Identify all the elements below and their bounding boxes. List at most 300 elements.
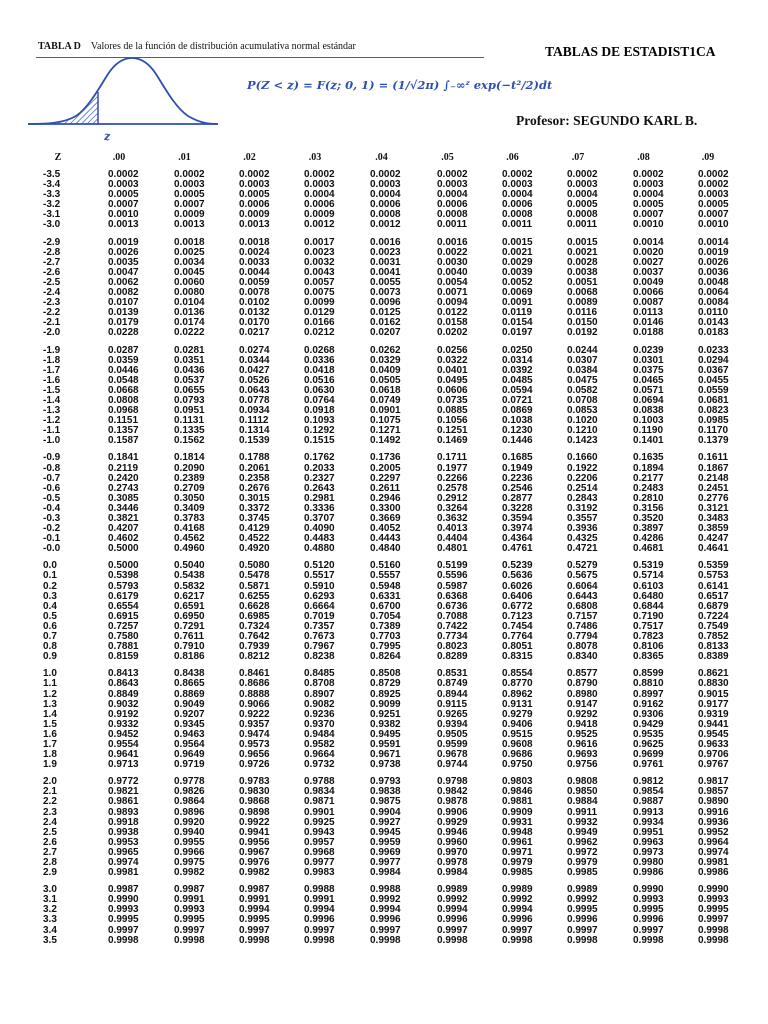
probability-cell: 0.2061 — [239, 462, 270, 474]
probability-cell: 0.9345 — [174, 718, 205, 730]
probability-cell: 0.9750 — [502, 759, 533, 771]
probability-cell: 0.5596 — [437, 570, 468, 582]
probability-cell: 0.0062 — [108, 276, 139, 288]
probability-cell: 0.5199 — [437, 560, 468, 572]
probability-cell: 0.9953 — [108, 836, 139, 848]
probability-cell: 0.9995 — [108, 914, 139, 926]
probability-cell: 0.9857 — [698, 786, 729, 798]
column-header: .00 — [112, 152, 126, 163]
probability-cell: 0.9929 — [437, 816, 468, 828]
probability-cell: 0.9066 — [239, 698, 270, 710]
probability-cell: 0.0008 — [370, 209, 401, 221]
probability-cell: 0.0344 — [239, 354, 270, 366]
header-row — [30, 151, 740, 170]
probability-cell: 0.1814 — [174, 452, 205, 464]
probability-cell: 0.9980 — [633, 857, 664, 868]
probability-cell: 0.9969 — [370, 846, 401, 858]
probability-cell: 0.9505 — [437, 728, 468, 740]
probability-cell: 0.2358 — [239, 472, 270, 484]
probability-cell: 0.7517 — [633, 620, 664, 632]
probability-cell: 0.0307 — [567, 354, 598, 366]
probability-cell: 0.8643 — [108, 678, 139, 690]
probability-cell: 0.0002 — [633, 169, 664, 180]
probability-cell: 0.0031 — [370, 256, 401, 268]
probability-cell: 0.0838 — [633, 405, 664, 417]
z-value-cell: 1.9 — [43, 759, 57, 771]
probability-cell: 0.9994 — [502, 904, 533, 916]
z-value-cell: 2.5 — [43, 826, 57, 838]
z-value-cell: -0.1 — [43, 533, 61, 545]
probability-cell: 0.9931 — [502, 816, 533, 828]
probability-cell: 0.9798 — [437, 776, 468, 788]
probability-cell: 0.7703 — [370, 631, 401, 643]
probability-cell: 0.0049 — [633, 276, 664, 288]
probability-cell: 0.0052 — [502, 276, 533, 288]
probability-cell: 0.3121 — [698, 502, 729, 514]
probability-cell: 0.9920 — [174, 816, 205, 828]
probability-cell: 0.0007 — [633, 209, 664, 221]
probability-cell: 0.0048 — [698, 276, 729, 288]
z-value-cell: 3.5 — [43, 934, 57, 946]
probability-cell: 0.0068 — [567, 287, 598, 299]
probability-cell: 0.1587 — [108, 435, 139, 447]
probability-cell: 0.0901 — [370, 405, 401, 417]
probability-cell: 0.9382 — [370, 718, 401, 730]
probability-cell: 0.8925 — [370, 688, 401, 700]
probability-cell: 0.9981 — [108, 867, 139, 879]
probability-cell: 0.0010 — [633, 219, 664, 231]
probability-cell: 0.9906 — [437, 806, 468, 818]
probability-cell: 0.9936 — [698, 816, 729, 828]
probability-cell: 0.0005 — [239, 189, 270, 201]
probability-cell: 0.6950 — [174, 610, 205, 622]
probability-cell: 0.3015 — [239, 492, 270, 504]
probability-cell: 0.0006 — [304, 199, 335, 211]
probability-cell: 0.9878 — [437, 796, 468, 808]
probability-cell: 0.9535 — [633, 728, 664, 740]
probability-cell: 0.9994 — [304, 904, 335, 916]
probability-cell: 0.7580 — [108, 631, 139, 643]
probability-cell: 0.8238 — [304, 651, 335, 663]
probability-cell: 0.7486 — [567, 620, 598, 632]
z-value-cell: 1.8 — [43, 749, 57, 761]
z-value-cell: 0.1 — [43, 570, 57, 582]
probability-cell: 0.8944 — [437, 688, 468, 700]
probability-cell: 0.9977 — [370, 857, 401, 868]
probability-cell: 0.8365 — [633, 651, 664, 663]
probability-cell: 0.6406 — [502, 590, 533, 602]
probability-cell: 0.0212 — [304, 327, 335, 339]
z-value-cell: -2.4 — [43, 287, 61, 299]
probability-cell: 0.9706 — [698, 749, 729, 761]
bell-curve — [28, 58, 218, 124]
probability-cell: 0.9976 — [239, 857, 270, 868]
z-value-cell: 1.2 — [43, 688, 57, 700]
probability-cell: 0.0314 — [502, 354, 533, 366]
probability-cell: 0.8729 — [370, 678, 401, 690]
table-title — [38, 41, 356, 52]
z-value-cell: 3.4 — [43, 924, 57, 936]
probability-cell: 0.0014 — [633, 236, 664, 248]
probability-cell: 0.9988 — [370, 884, 401, 896]
probability-cell: 0.8438 — [174, 668, 205, 680]
probability-cell: 0.7454 — [502, 620, 533, 632]
probability-cell: 0.2611 — [370, 482, 401, 494]
probability-cell: 0.1762 — [304, 452, 335, 464]
probability-cell: 0.0084 — [698, 297, 729, 309]
probability-cell: 0.0002 — [567, 169, 598, 180]
probability-cell: 0.7764 — [502, 631, 533, 643]
probability-cell: 0.9995 — [567, 904, 598, 916]
probability-cell: 0.7673 — [304, 631, 335, 643]
probability-cell: 0.0055 — [370, 276, 401, 288]
probability-cell: 0.0034 — [174, 256, 205, 268]
probability-cell: 0.3669 — [370, 513, 401, 524]
probability-cell: 0.9996 — [437, 914, 468, 926]
probability-cell: 0.1469 — [437, 435, 468, 447]
probability-cell: 0.7611 — [174, 631, 205, 643]
z-value-cell: -0.7 — [43, 472, 61, 484]
probability-cell: 0.0007 — [698, 209, 729, 221]
probability-cell: 0.9842 — [437, 786, 468, 798]
probability-cell: 0.0032 — [304, 256, 335, 268]
probability-cell: 0.0250 — [502, 344, 533, 356]
probability-cell: 0.0033 — [239, 256, 270, 268]
probability-cell: 0.6480 — [633, 590, 664, 602]
probability-cell: 0.0026 — [698, 256, 729, 268]
probability-cell: 0.0244 — [567, 344, 598, 356]
probability-cell: 0.9966 — [174, 846, 205, 858]
probability-cell: 0.9981 — [698, 857, 729, 868]
probability-cell: 0.7054 — [370, 610, 401, 622]
probability-cell: 0.8389 — [698, 651, 729, 663]
probability-cell: 0.9979 — [567, 857, 598, 868]
probability-cell: 0.2643 — [304, 482, 335, 494]
probability-cell: 0.1112 — [239, 415, 269, 427]
probability-cell: 0.9913 — [633, 806, 664, 818]
probability-cell: 0.8315 — [502, 651, 533, 663]
probability-cell: 0.0681 — [698, 394, 729, 406]
probability-cell: 0.9713 — [108, 759, 139, 771]
probability-cell: 0.0132 — [239, 307, 270, 319]
probability-cell: 0.9991 — [174, 894, 205, 906]
probability-cell: 0.9994 — [239, 904, 270, 916]
probability-cell: 0.2843 — [567, 492, 598, 504]
probability-cell: 0.0004 — [633, 189, 664, 201]
probability-cell: 0.9671 — [370, 749, 401, 761]
probability-cell: 0.0606 — [437, 384, 468, 396]
probability-cell: 0.0778 — [239, 394, 270, 406]
z-value-cell: -0.3 — [43, 513, 61, 524]
probability-cell: 0.9251 — [370, 708, 401, 720]
probability-cell: 0.6255 — [239, 590, 270, 602]
probability-cell: 0.8621 — [698, 668, 729, 680]
probability-cell: 0.3520 — [633, 513, 664, 524]
probability-cell: 0.9951 — [633, 826, 664, 838]
probability-cell: 0.9996 — [502, 914, 533, 926]
probability-cell: 0.9772 — [108, 776, 139, 788]
probability-cell: 0.0202 — [437, 327, 468, 339]
probability-cell: 0.3594 — [502, 513, 533, 524]
probability-cell: 0.0026 — [108, 246, 139, 258]
probability-cell: 0.0015 — [502, 236, 533, 248]
z-value-cell: 2.3 — [43, 806, 57, 818]
probability-cell: 0.2266 — [437, 472, 468, 484]
probability-cell: 0.9988 — [304, 884, 335, 896]
probability-cell: 0.0136 — [174, 307, 205, 319]
probability-cell: 0.0918 — [304, 405, 335, 417]
probability-cell: 0.4522 — [239, 533, 270, 545]
probability-cell: 0.9901 — [304, 806, 335, 818]
probability-cell: 0.5910 — [304, 580, 335, 592]
z-value-cell: -3.0 — [43, 219, 61, 231]
probability-cell: 0.1271 — [370, 425, 401, 437]
probability-cell: 0.7967 — [304, 641, 335, 653]
probability-cell: 0.0019 — [698, 246, 729, 258]
probability-cell: 0.9793 — [370, 776, 401, 788]
probability-cell: 0.1335 — [174, 425, 205, 437]
probability-cell: 0.9767 — [698, 759, 729, 771]
probability-cell: 0.0060 — [174, 276, 205, 288]
probability-cell: 0.1492 — [370, 435, 401, 447]
probability-cell: 0.0004 — [567, 189, 598, 201]
probability-cell: 0.2981 — [304, 492, 335, 504]
probability-cell: 0.0003 — [304, 179, 335, 191]
probability-cell: 0.0630 — [304, 384, 335, 396]
probability-cell: 0.9896 — [174, 806, 205, 818]
probability-cell: 0.6217 — [174, 590, 205, 602]
probability-cell: 0.4483 — [304, 533, 335, 545]
probability-cell: 0.0618 — [370, 384, 401, 396]
z-value-cell: 3.2 — [43, 904, 57, 916]
probability-cell: 0.0028 — [567, 256, 598, 268]
probability-cell: 0.4207 — [108, 523, 139, 535]
probability-cell: 0.0007 — [108, 199, 139, 211]
probability-cell: 0.4325 — [567, 533, 598, 545]
z-value-cell: -0.8 — [43, 462, 61, 474]
probability-cell: 0.0002 — [108, 169, 139, 180]
probability-cell: 0.9996 — [304, 914, 335, 926]
z-value-cell: -2.9 — [43, 236, 61, 248]
probability-cell: 0.9990 — [698, 884, 729, 896]
probability-cell: 0.1611 — [698, 452, 729, 464]
probability-cell: 0.0154 — [502, 317, 533, 329]
probability-cell: 0.0069 — [502, 287, 533, 299]
probability-cell: 0.9997 — [633, 924, 664, 936]
probability-cell: 0.0485 — [502, 374, 533, 386]
probability-cell: 0.0004 — [370, 189, 401, 201]
probability-cell: 0.1977 — [437, 462, 468, 474]
probability-cell: 0.3446 — [108, 502, 139, 514]
probability-cell: 0.0013 — [239, 219, 270, 231]
probability-cell: 0.4681 — [633, 543, 664, 555]
probability-cell: 0.9015 — [698, 688, 729, 700]
z-value-cell: 0.3 — [43, 590, 57, 602]
z-value-cell: -3.5 — [43, 169, 61, 180]
probability-cell: 0.9778 — [174, 776, 205, 788]
probability-cell: 0.0934 — [239, 405, 270, 417]
probability-cell: 0.2389 — [174, 472, 205, 484]
probability-cell: 0.0066 — [633, 287, 664, 299]
probability-cell: 0.2177 — [633, 472, 664, 484]
probability-cell: 0.0006 — [239, 199, 270, 211]
probability-cell: 0.9997 — [108, 924, 139, 936]
probability-cell: 0.2119 — [108, 462, 139, 474]
probability-cell: 0.6591 — [174, 600, 205, 612]
probability-cell: 0.9788 — [304, 776, 335, 788]
probability-cell: 0.9279 — [502, 708, 533, 720]
probability-cell: 0.0367 — [698, 364, 729, 376]
probability-cell: 0.5832 — [174, 580, 205, 592]
probability-cell: 0.0004 — [502, 189, 533, 201]
probability-cell: 0.9998 — [502, 934, 533, 946]
probability-cell: 0.9982 — [174, 867, 205, 879]
probability-cell: 0.7157 — [567, 610, 598, 622]
z-value-cell: -3.2 — [43, 199, 61, 211]
probability-cell: 0.0351 — [174, 354, 205, 366]
probability-cell: 0.8051 — [502, 641, 533, 653]
probability-cell: 0.0869 — [502, 405, 533, 417]
probability-cell: 0.8749 — [437, 678, 468, 690]
probability-cell: 0.0104 — [174, 297, 205, 309]
probability-cell: 0.6443 — [567, 590, 598, 602]
probability-cell: 0.0808 — [108, 394, 139, 406]
probability-cell: 0.0951 — [174, 405, 205, 417]
probability-cell: 0.9998 — [567, 934, 598, 946]
z-value-cell: 0.2 — [43, 580, 57, 592]
probability-cell: 0.0040 — [437, 266, 468, 278]
z-value-cell: -1.6 — [43, 374, 61, 386]
probability-cell: 0.0233 — [698, 344, 729, 356]
z-value-cell: -2.8 — [43, 246, 61, 258]
probability-cell: 0.3050 — [174, 492, 205, 504]
probability-cell: 0.3632 — [437, 513, 468, 524]
table-row — [30, 544, 740, 554]
probability-cell: 0.9997 — [370, 924, 401, 936]
probability-cell: 0.1685 — [502, 452, 533, 464]
probability-cell: 0.3707 — [304, 513, 335, 524]
probability-cell: 0.0025 — [174, 246, 205, 258]
probability-cell: 0.8665 — [174, 678, 205, 690]
probability-cell: 0.9236 — [304, 708, 335, 720]
probability-cell: 0.0009 — [304, 209, 335, 221]
probability-cell: 0.9978 — [437, 857, 468, 868]
probability-cell: 0.9990 — [633, 884, 664, 896]
probability-cell: 0.0005 — [698, 199, 729, 211]
z-value-cell: -1.3 — [43, 405, 61, 417]
probability-cell: 0.4364 — [502, 533, 533, 545]
probability-cell: 0.5675 — [567, 570, 598, 582]
probability-cell: 0.9452 — [108, 728, 139, 740]
probability-cell: 0.5438 — [174, 570, 205, 582]
probability-cell: 0.9925 — [304, 816, 335, 828]
probability-cell: 0.9525 — [567, 728, 598, 740]
probability-cell: 0.0020 — [633, 246, 664, 258]
probability-cell: 0.1230 — [502, 425, 533, 437]
probability-cell: 0.9803 — [502, 776, 533, 788]
probability-cell: 0.0082 — [108, 287, 139, 299]
probability-cell: 0.9474 — [239, 728, 270, 740]
z-value-cell: -2.3 — [43, 297, 61, 309]
probability-cell: 0.1251 — [437, 425, 468, 437]
column-header: .01 — [178, 152, 191, 163]
probability-cell: 0.0336 — [304, 354, 335, 366]
probability-cell: 0.0044 — [239, 266, 270, 278]
column-header: .07 — [571, 152, 585, 163]
probability-cell: 0.7324 — [239, 620, 270, 632]
probability-cell: 0.0003 — [633, 179, 664, 191]
probability-cell: 0.0559 — [698, 384, 729, 396]
probability-cell: 0.9998 — [437, 934, 468, 946]
probability-cell: 0.7642 — [239, 631, 270, 643]
probability-cell: 0.9850 — [567, 786, 598, 798]
probability-cell: 0.0166 — [304, 317, 335, 329]
z-value-cell: 0.4 — [43, 600, 57, 612]
probability-cell: 0.9993 — [633, 894, 664, 906]
probability-cell: 0.9838 — [370, 786, 401, 798]
probability-cell: 0.0012 — [370, 219, 401, 231]
probability-cell: 0.9995 — [174, 914, 205, 926]
probability-cell: 0.3409 — [174, 502, 205, 514]
probability-cell: 0.9406 — [502, 718, 533, 730]
probability-cell: 0.6293 — [304, 590, 335, 602]
probability-cell: 0.5279 — [567, 560, 598, 572]
probability-cell: 0.9875 — [370, 796, 401, 808]
table-row — [30, 936, 740, 946]
probability-cell: 0.0011 — [567, 219, 598, 231]
probability-cell: 0.6628 — [239, 600, 270, 612]
probability-cell: 0.0158 — [437, 317, 468, 329]
probability-cell: 0.0099 — [304, 297, 335, 309]
probability-cell: 0.9699 — [633, 749, 664, 761]
probability-cell: 0.9131 — [502, 698, 533, 710]
probability-cell: 0.9998 — [239, 934, 270, 946]
probability-cell: 0.8577 — [567, 668, 598, 680]
probability-cell: 0.4404 — [437, 533, 468, 545]
probability-cell: 0.1423 — [567, 435, 598, 447]
probability-cell: 0.0418 — [304, 364, 335, 376]
z-value-cell: 0.5 — [43, 610, 57, 622]
probability-cell: 0.5636 — [502, 570, 533, 582]
probability-cell: 0.0436 — [174, 364, 205, 376]
probability-cell: 0.9783 — [239, 776, 270, 788]
probability-cell: 0.0392 — [502, 364, 533, 376]
probability-cell: 0.0022 — [437, 246, 468, 258]
probability-cell: 0.0021 — [502, 246, 533, 258]
probability-cell: 0.9890 — [698, 796, 729, 808]
probability-cell: 0.0016 — [437, 236, 468, 248]
probability-cell: 0.1170 — [698, 425, 729, 437]
probability-cell: 0.9222 — [239, 708, 270, 720]
probability-cell: 0.0019 — [108, 236, 139, 248]
probability-cell: 0.9960 — [437, 836, 468, 848]
probability-cell: 0.7910 — [174, 641, 205, 653]
probability-cell: 0.9982 — [239, 867, 270, 879]
probability-cell: 0.9987 — [239, 884, 270, 896]
probability-cell: 0.0035 — [108, 256, 139, 268]
probability-cell: 0.0222 — [174, 327, 205, 339]
probability-cell: 0.2676 — [239, 482, 270, 494]
probability-cell: 0.3936 — [567, 523, 598, 535]
probability-cell: 0.9998 — [698, 924, 729, 936]
probability-cell: 0.1841 — [108, 452, 139, 464]
z-value-cell: -1.4 — [43, 394, 61, 406]
probability-cell: 0.2546 — [502, 482, 533, 494]
z-value-cell: 1.7 — [43, 738, 57, 750]
probability-cell: 0.0116 — [567, 307, 598, 319]
z-value-cell: 1.3 — [43, 698, 57, 710]
probability-cell: 0.9962 — [567, 836, 598, 848]
